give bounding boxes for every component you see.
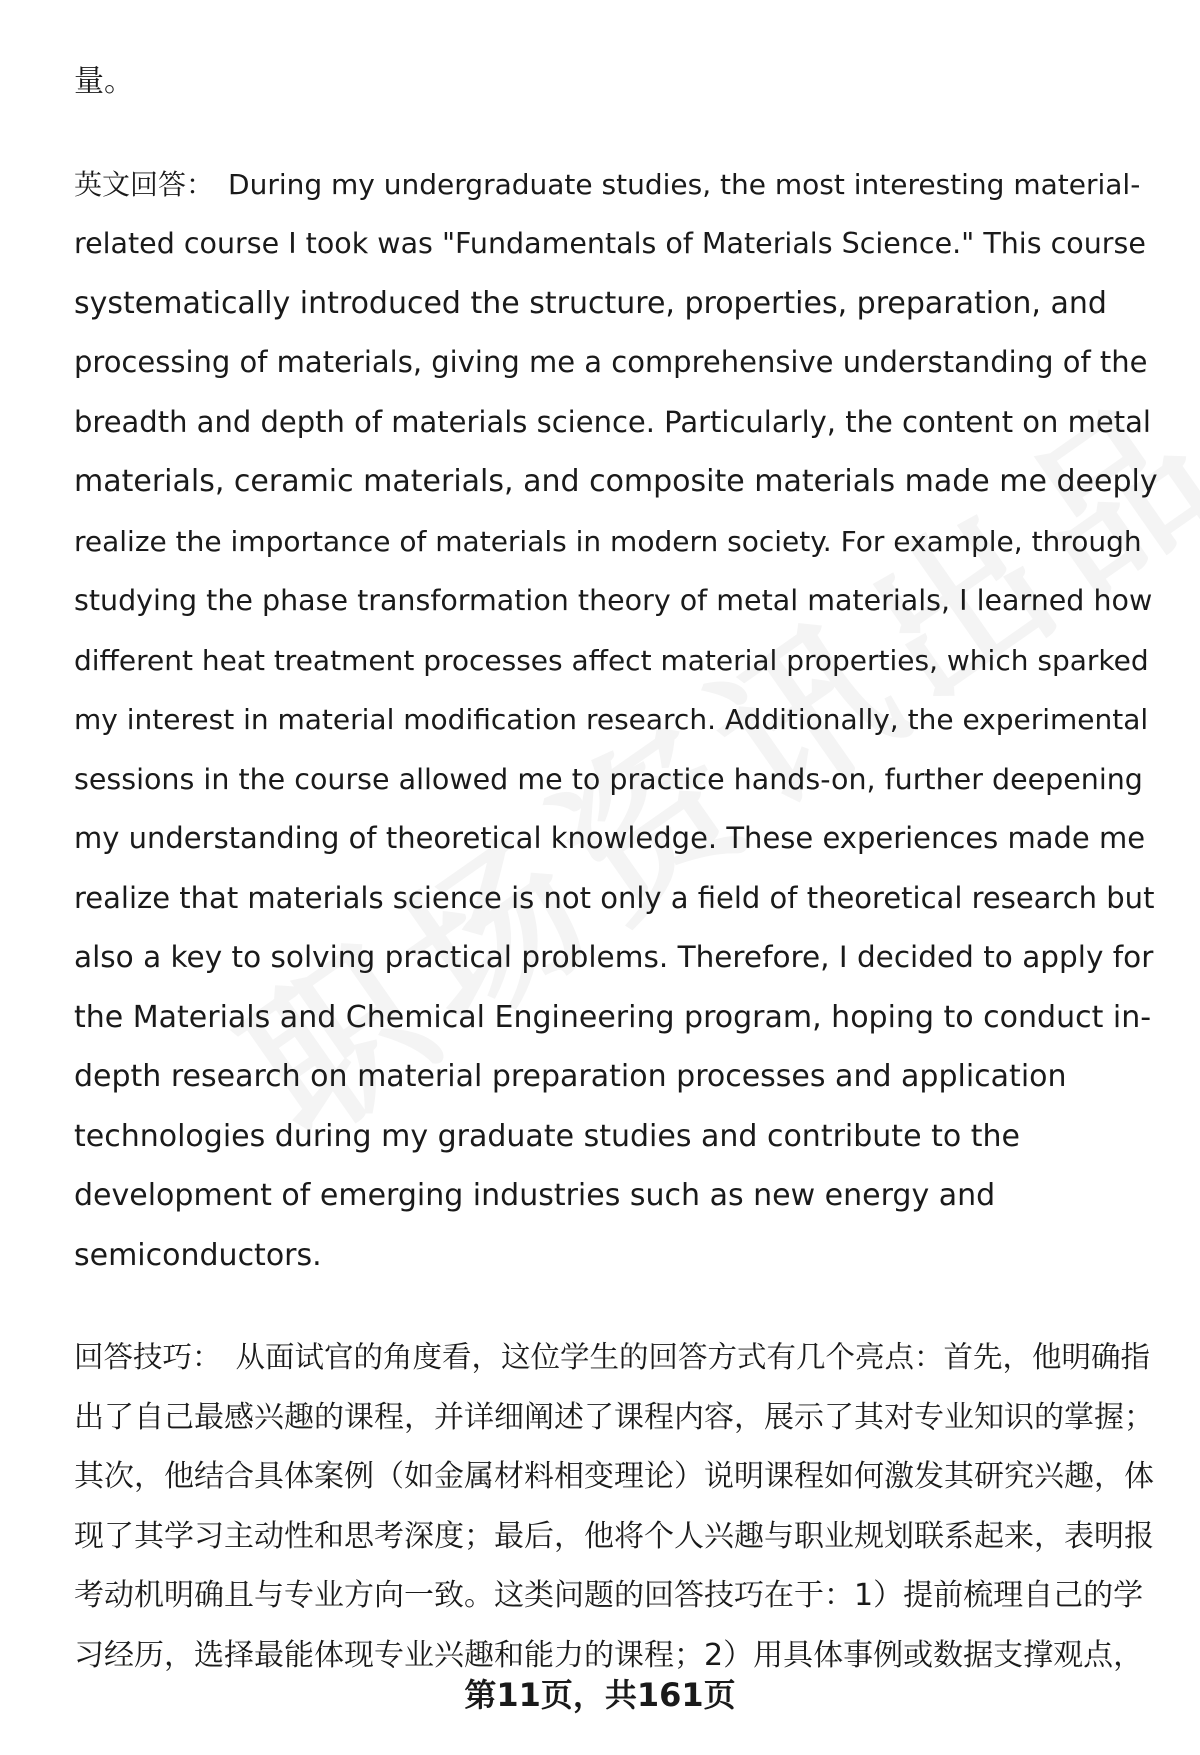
- english-answer-line: realize the importance of materials in modern society. For example, through: [74, 524, 1142, 558]
- tips-label: 回答技巧：: [74, 1340, 222, 1374]
- tips-line: 考动机明确且与专业方向一致。这类问题的回答技巧在于：1）提前梳理自己的学: [74, 1578, 1144, 1613]
- english-answer-line: sessions in the course allowed me to practice hands-on, further deepening: [74, 762, 1143, 796]
- english-answer-line: development of emerging industries such as new energy and: [74, 1178, 996, 1213]
- english-answer-line: systematically introduced the structure, properties, preparation, and: [74, 285, 1107, 321]
- english-answer-line: breadth and depth of materials science. Particularly, the content on metal: [74, 404, 1151, 439]
- tips-line: 现了其学习主动性和思考深度；最后，他将个人兴趣与职业规划联系起来，表明报: [74, 1518, 1154, 1554]
- english-answer-line: studying the phase transformation theory of metal materials, I learned how: [74, 584, 1153, 617]
- english-answer-line: processing of materials, giving me a comprehensive understanding of the: [74, 345, 1148, 379]
- tips-line: 从面试官的角度看，这位学生的回答方式有几个亮点：首先，他明确指: [235, 1340, 1151, 1374]
- english-answer-line: related course I took was "Fundamentals of Materials Science." This course: [74, 227, 1146, 260]
- english-answer-line: materials, ceramic materials, and composite materials made me deeply: [74, 464, 1158, 499]
- english-answer-line: different heat treatment processes affect material properties, which sparked: [74, 643, 1149, 677]
- english-answer-line: also a key to solving practical problems. Therefore, I decided to apply for: [74, 940, 1154, 974]
- tips-line: 出了自己最感兴趣的课程，并详细阐述了课程内容，展示了其对专业知识的掌握；: [74, 1399, 1154, 1435]
- page-number: 第11页，共161页: [464, 1676, 736, 1714]
- tips-paragraph: [74, 1328, 1158, 1685]
- text-line: [74, 1328, 1158, 1388]
- tips-line: 其次，他结合具体案例（如金属材料相变理论）说明课程如何激发其研究兴趣，体: [74, 1459, 1154, 1494]
- tips-line: 习经历，选择最能体现专业兴趣和能力的课程；2）用具体事例或数据支撑观点，: [74, 1637, 1144, 1673]
- english-answer-line: the Materials and Chemical Engineering program, hoping to conduct in-: [74, 999, 1152, 1035]
- text-line: [74, 155, 1158, 215]
- english-answer-line: depth research on material preparation processes and application: [74, 1059, 1067, 1094]
- intro-line: 量。: [74, 64, 134, 99]
- english-answer-paragraph: [74, 155, 1158, 1286]
- intro-paragraph: [74, 52, 1158, 112]
- english-answer-line: During my undergraduate studies, the most interesting material-: [228, 167, 1141, 201]
- english-answer-line: semiconductors.: [74, 1237, 322, 1273]
- english-answer-line: my interest in material modification research. Additionally, the experimental: [74, 703, 1149, 736]
- english-answer-line: my understanding of theoretical knowledge. These experiences made me: [74, 821, 1146, 855]
- page-content: [74, 52, 1158, 1728]
- english-answer-label: 英文回答：: [74, 167, 215, 201]
- english-answer-line: technologies during my graduate studies and contribute to the: [74, 1118, 1020, 1154]
- english-answer-line: realize that materials science is not only a field of theoretical research but: [74, 880, 1155, 915]
